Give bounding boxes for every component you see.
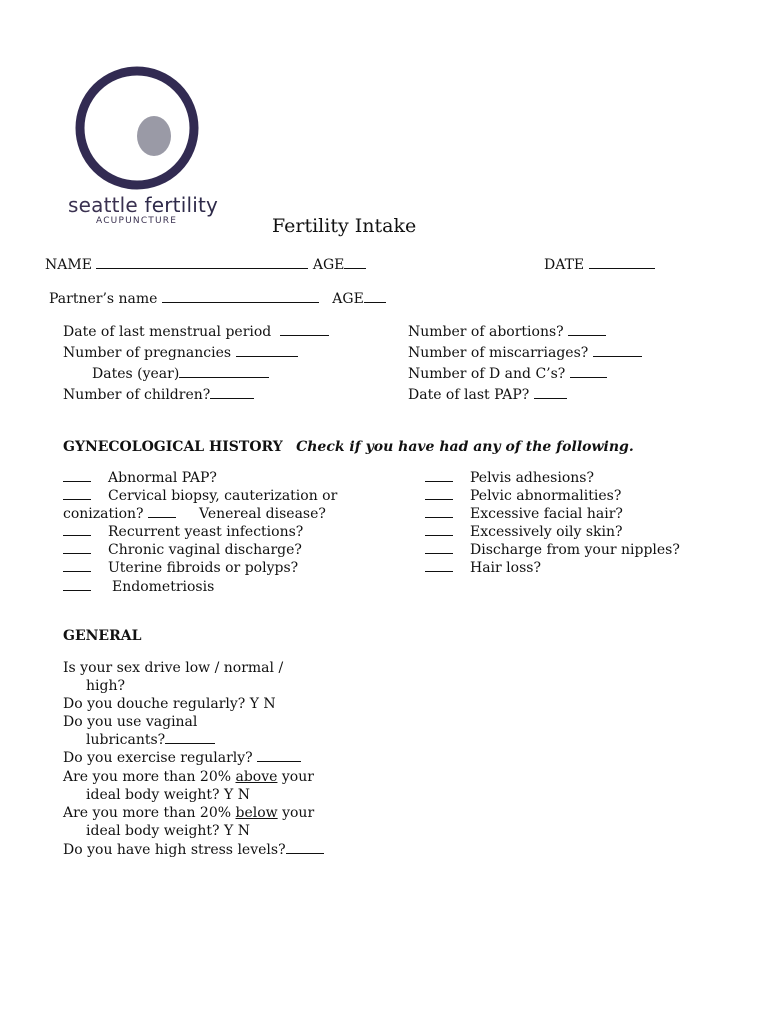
douche-question[interactable]: Do you douche regularly? Y N: [63, 696, 276, 712]
gyn-label: Excessive facial hair?: [470, 506, 623, 522]
gyn-label: Discharge from your nipples?: [470, 542, 680, 558]
abortions-field[interactable]: Number of abortions?: [408, 323, 606, 341]
above-weight-question: Are you more than 20% above your: [63, 769, 314, 785]
gyn-label: Pelvic abnormalities?: [470, 488, 622, 504]
partner-field[interactable]: Partner’s name AGE: [49, 290, 386, 308]
sex-drive-question-cont[interactable]: high?: [86, 678, 125, 694]
gyn-label: Uterine fibroids or polyps?: [108, 560, 299, 576]
logo-brush-stroke: [84, 70, 138, 110]
exercise-field[interactable]: Do you exercise regularly?: [63, 749, 301, 767]
page-title: Fertility Intake: [272, 215, 417, 237]
gyn-item-oily-skin[interactable]: [425, 523, 453, 541]
gyn-label: Pelvis adhesions?: [470, 470, 594, 486]
lubricant-question: Do you use vaginal: [63, 714, 198, 730]
gyn-item-cervical-biopsy[interactable]: [63, 487, 91, 505]
gyn-label: Chronic vaginal discharge?: [108, 542, 302, 558]
date-field[interactable]: DATE: [544, 256, 655, 274]
gyn-item-pelvic[interactable]: [425, 487, 453, 505]
below-weight-answer[interactable]: ideal body weight? Y N: [86, 823, 250, 839]
gyn-item-discharge[interactable]: [63, 541, 91, 559]
gyn-label: Hair loss?: [470, 560, 541, 576]
brand-name: seattle fertility: [68, 193, 219, 217]
gyn-label: Endometriosis: [112, 579, 215, 595]
name-field[interactable]: NAME AGE: [45, 256, 366, 274]
brand-subtitle: ACUPUNCTURE: [96, 216, 178, 226]
above-weight-answer[interactable]: ideal body weight? Y N: [86, 787, 250, 803]
gyn-item-abnormal-pap[interactable]: [63, 469, 91, 487]
dates-field[interactable]: Dates (year): [92, 365, 269, 383]
dandc-field[interactable]: Number of D and C’s?: [408, 365, 607, 383]
sex-drive-question[interactable]: Is your sex drive low / normal /: [63, 660, 284, 676]
miscarriages-field[interactable]: Number of miscarriages?: [408, 344, 642, 362]
gyn-item-hair-loss[interactable]: [425, 559, 453, 577]
last-pap-field[interactable]: Date of last PAP?: [408, 386, 567, 404]
last-period-field[interactable]: Date of last menstrual period: [63, 323, 329, 341]
gyn-item-fibroids[interactable]: [63, 559, 91, 577]
gyn-label: Recurrent yeast infections?: [108, 524, 304, 540]
gyn-item-adhesions[interactable]: [425, 469, 453, 487]
lubricant-field[interactable]: lubricants?: [86, 731, 215, 749]
gyn-heading: GYNECOLOGICAL HISTORY Check if you have had any of the following.: [63, 439, 634, 455]
gyn-label: Venereal disease?: [199, 506, 326, 522]
children-field[interactable]: Number of children?: [63, 386, 254, 404]
gyn-label: Abnormal PAP?: [108, 470, 217, 486]
gyn-item-yeast[interactable]: [63, 523, 91, 541]
gyn-label: Cervical biopsy, cauterization or: [108, 488, 338, 504]
gyn-item-facial-hair[interactable]: [425, 505, 453, 523]
gyn-item-nipple-discharge[interactable]: [425, 541, 453, 559]
stress-field[interactable]: Do you have high stress levels?: [63, 841, 324, 859]
pregnancies-field[interactable]: Number of pregnancies: [63, 344, 298, 362]
gyn-label: Excessively oily skin?: [470, 524, 623, 540]
gyn-item-conization[interactable]: conization?: [63, 505, 176, 523]
logo-dot: [137, 116, 171, 156]
general-heading: GENERAL: [63, 628, 142, 644]
below-weight-question: Are you more than 20% below your: [63, 805, 315, 821]
gyn-item-endometriosis[interactable]: [63, 578, 91, 596]
